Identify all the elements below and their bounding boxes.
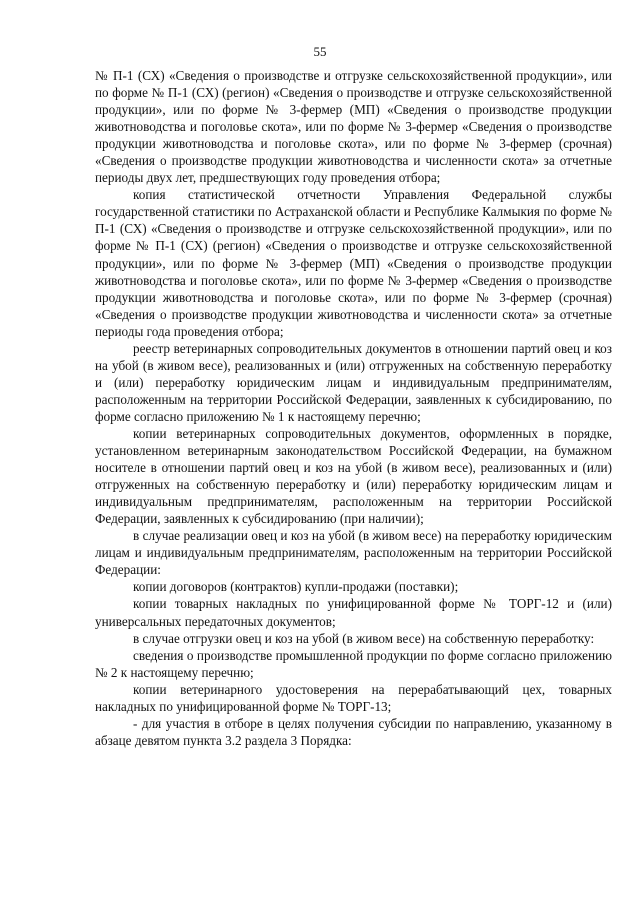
paragraph-invoices-copies: копии товарных накладных по унифицированной форме № ТОРГ-12 и (или) универсальных передаточных документов; (95, 596, 612, 629)
document-body (95, 67, 612, 749)
paragraph-continued-forms: № П-1 (СХ) «Сведения о производстве и отгрузке сельскохозяйственной продукции», или по форме № П-1 (СХ) (регион) «Сведения о производстве и отгрузке сельскохозяйственной продукции», или по форме № 3-фермер (МП) «Сведения о производстве продукции животноводства и поголовье скота», или по форме № 3-фермер «Сведения о производстве продукции животноводства и поголовье скота», или по форме № 3-фермер (срочная) «Сведения о производстве продукции животноводства и численности скота» за отчетные периоды двух лет, предшествующих году проведения отбора; (95, 68, 612, 186)
paragraph-statistics-copy: копия статистической отчетности Управления Федеральной службы государственной статистики по Астраханской области и Республике Калмыкия по форме № П-1 (СХ) «Сведения о производстве и отгрузке сельскохозяйственной продукции», или по форме № П-1 (СХ) (регион) «Сведения о производстве и отгрузке сельскохозяйственной продукции», или по форме № 3-фермер (МП) «Сведения о производстве продукции животноводства и поголовье скота», или по форме № 3-фермер «Сведения о производстве продукции животноводства и поголовье скота», или по форме № 3-фермер (срочная) «Сведения о производстве продукции животноводства и численности скота» за отчетные периоды года проведения отбора; (95, 187, 612, 339)
page-number: 55 (313, 44, 327, 59)
paragraph-contracts-copies: копии договоров (контрактов) купли-продажи (поставки); (133, 579, 459, 595)
paragraph-sale-case: в случае реализации овец и коз на убой (в живом весе) на переработку юридическим лицам и индивидуальным предпринимателям, расположенным на территории Российской Федерации: (95, 528, 612, 578)
paragraph-own-processing-case: в случае отгрузки овец и коз на убой (в живом весе) на собственную переработку: (133, 630, 595, 646)
paragraph-vet-certificate-copies: копии ветеринарного удостоверения на перерабатывающий цех, товарных накладных по унифицированной форме № ТОРГ-13; (95, 681, 612, 714)
paragraph-vet-documents-registry: реестр ветеринарных сопроводительных документов в отношении партий овец и коз на убой (в живом весе), реализованных и (или) отгруженных на собственную переработку и (или) переработку юридическим лицам и индивидуальным предпринимателям, расположенным на территории Российской Федерации, заявленных к субсидированию, по форме согласно приложению № 1 к настоящему перечню; (95, 340, 612, 424)
paragraph-production-info: сведения о производстве промышленной продукции по форме согласно приложению № 2 к настоящему перечню; (95, 647, 612, 680)
paragraph-selection-participation: - для участия в отборе в целях получения субсидии по направлению, указанному в абзаце девятом пункта 3.2 раздела 3 Порядка: (95, 715, 612, 748)
paragraph-vet-documents-copies: копии ветеринарных сопроводительных документов, оформленных в порядке, установленном ветеринарным законодательством Российской Федерации, на бумажном носителе в отношении партий овец и коз на убой (в живом весе), реализованных и (или) отгруженных на собственную переработку и (или) переработку юридическим лицам и индивидуальным предпринимателям, расположенным на территории Российской Федерации, заявленных к субсидированию (при наличии); (95, 425, 612, 527)
